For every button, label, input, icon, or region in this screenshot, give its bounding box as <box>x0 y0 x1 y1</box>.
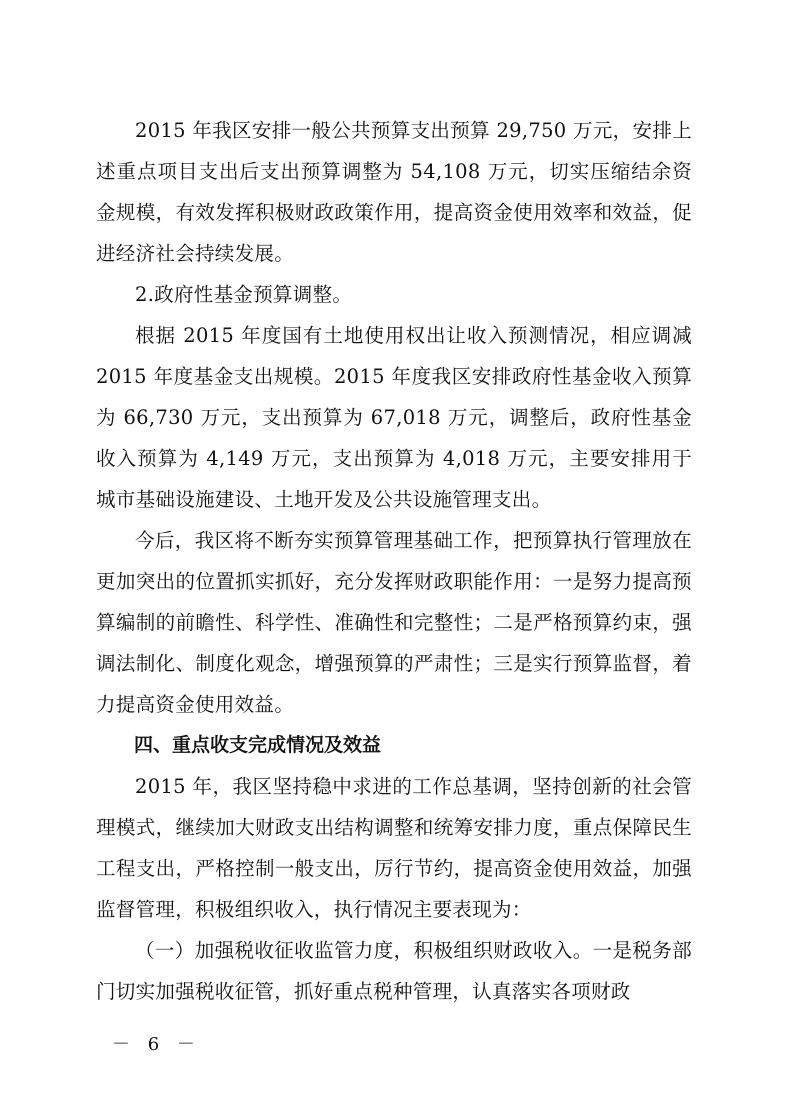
paragraph-2015-overview: 2015 年，我区坚持稳中求进的工作总基调，坚持创新的社会管理模式，继续加大财政支出结构调整和统筹安排力度，重点保障民生工程支出，严格控制一般支出，厉行节约，提高资金使用效益，加强监督管理，积极组织收入，执行情况主要表现为： <box>96 775 692 921</box>
page-number: － 6 － <box>112 1034 201 1055</box>
paragraph-fund-budget: 根据 2015 年度国有土地使用权出让收入预测情况，相应调减 2015 年度基金支出规模。2015 年度我区安排政府性基金收入预算为 66,730 万元，支出预算为 67,018 万元，调整后，政府性基金收入预算为 4,149 万元，支出预算为 4,018 万元，主要安排用于城市基础设施建设、土地开发及公共设施管理支出。 <box>96 324 692 511</box>
subheading-fund-budget-adjustment: 2.政府性基金预算调整。 <box>135 283 353 306</box>
paragraph-budget-expenditure: 2015 年我区安排一般公共预算支出预算 29,750 万元，安排上述重点项目支出后支出预算调整为 54,108 万元，切实压缩结余资金规模，有效发挥积极财政政策作用，提高资金使用效率和效益，促进经济社会持续发展。 <box>96 119 692 265</box>
section-heading-key-revenue-expenditure: 四、重点收支完成情况及效益 <box>134 734 382 756</box>
paragraph-tax-collection: （一）加强税收征收监管力度，积极组织财政收入。一是税务部门切实加强税收征管，抓好重点税种管理，认真落实各项财政 <box>96 939 692 1003</box>
paragraph-future-plans: 今后，我区将不断夯实预算管理基础工作，把预算执行管理放在更加突出的位置抓实抓好，充分发挥财政职能作用：一是努力提高预算编制的前瞻性、科学性、准确性和完整性；二是严格预算约束，强调法制化、制度化观念，增强预算的严肃性；三是实行预算监督，着力提高资金使用效益。 <box>96 529 692 716</box>
document-body <box>96 110 692 1012</box>
